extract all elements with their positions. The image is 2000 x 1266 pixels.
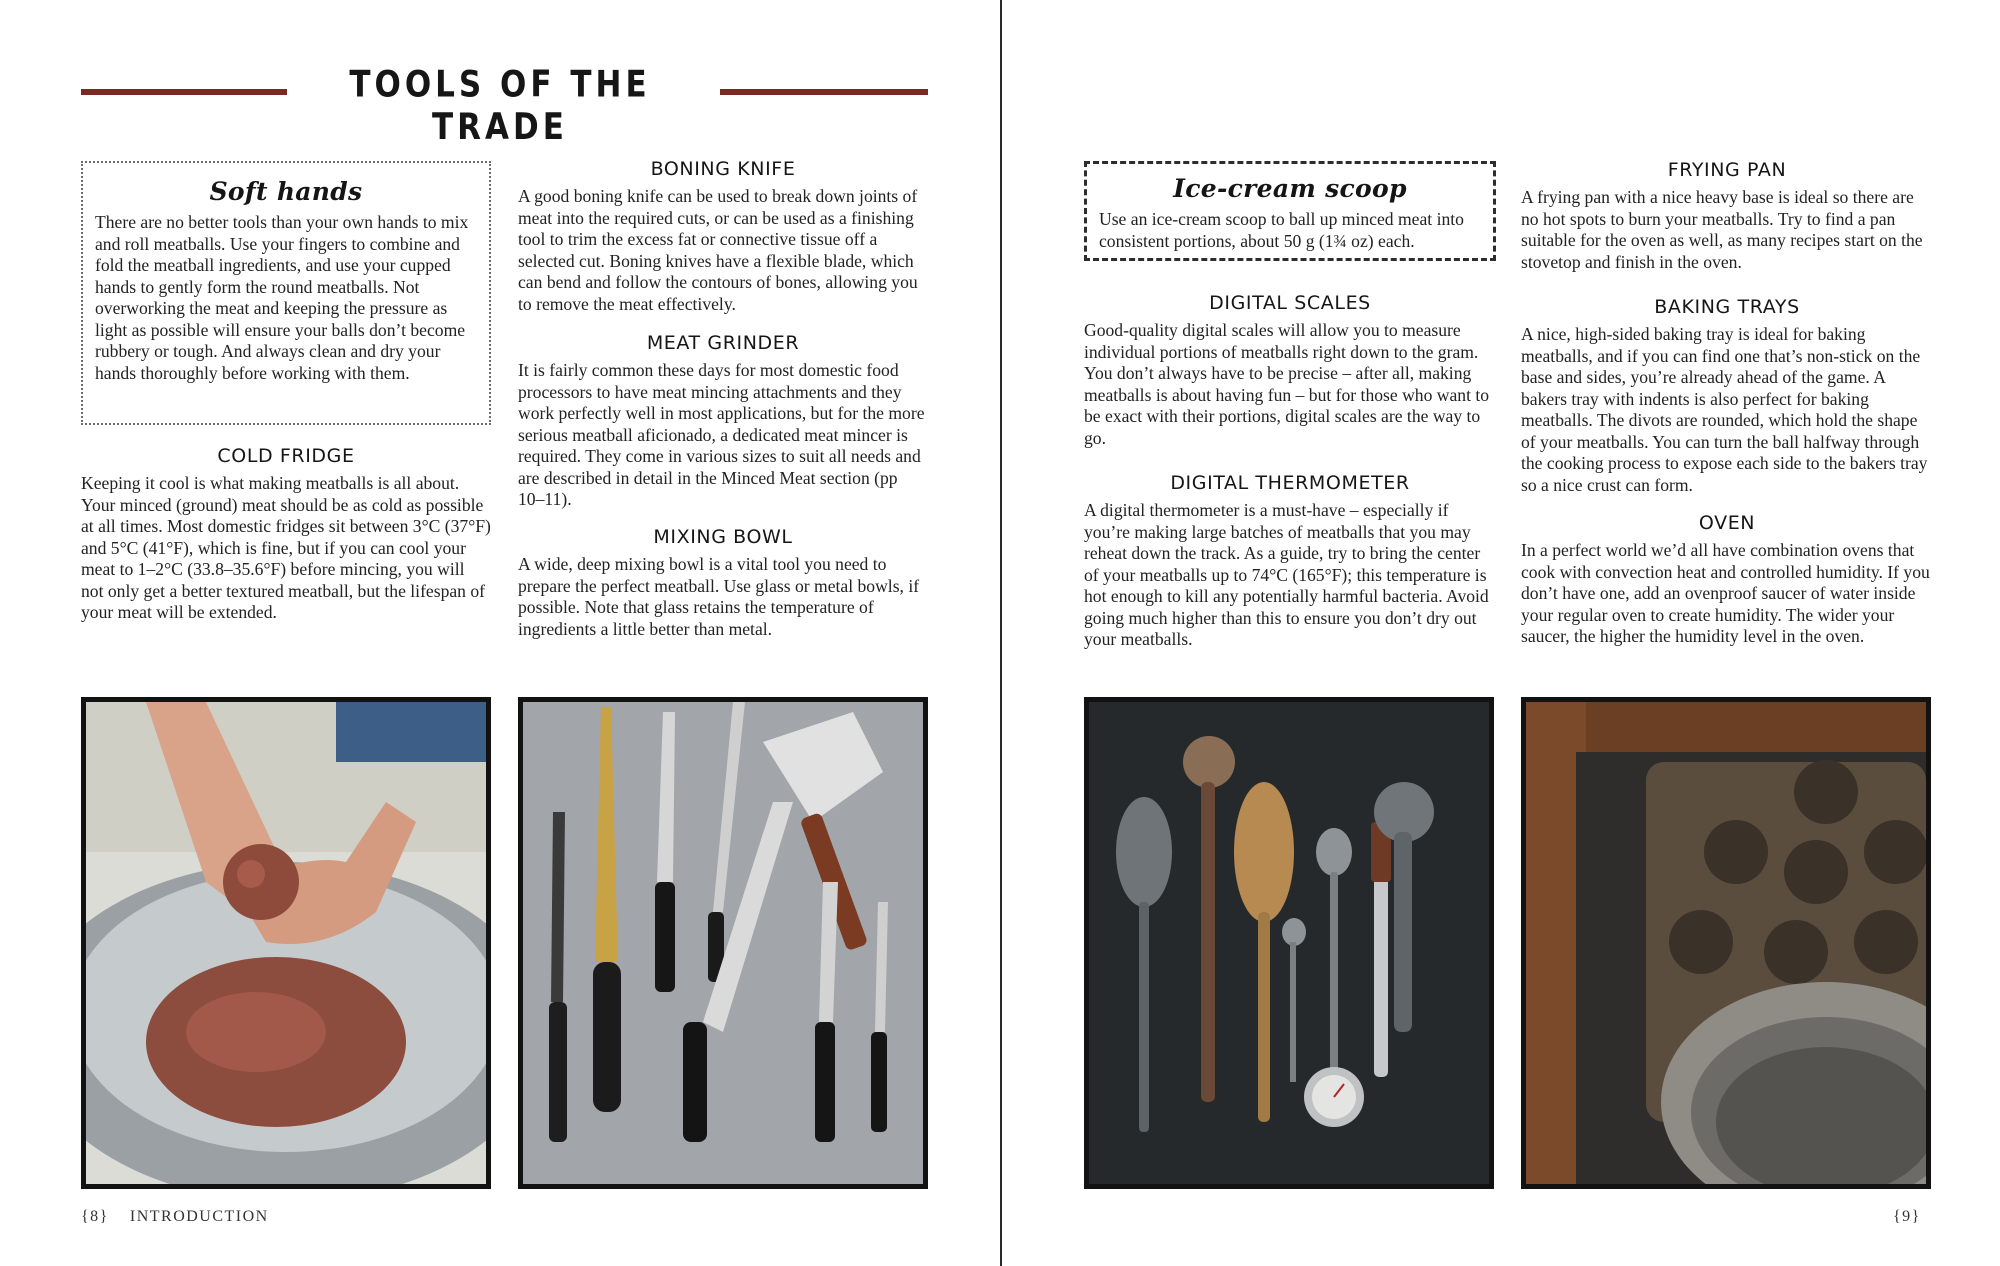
knives-image bbox=[523, 702, 923, 1184]
cold-fridge-section bbox=[81, 445, 491, 624]
baking-trays-body: A nice, high-sided baking tray is ideal for baking meatballs, and if you can find one that’s non-stick on the base and sides, you’re already ahead of the game. A bakers tray with indents is also perfect for baking meatballs. The divots are rounded, which hold the shape of your meatballs. You can turn the ball halfway through the cooking process to expose each side to the bakers tray so a nice crust can form. bbox=[1521, 324, 1928, 495]
ice-cream-scoop-body: Use an ice-cream scoop to ball up minced meat into consistent portions, about 50 g (1¾ oz) each. bbox=[1099, 209, 1464, 251]
oven-body: In a perfect world we’d all have combination ovens that cook with convection heat and controlled humidity. If you don’t have one, add an ovenproof saucer of water inside your regular oven to create humidity. The wider your saucer, the higher the humidity level in the oven. bbox=[1521, 540, 1930, 646]
right-page-number: {9} bbox=[1893, 1208, 1921, 1225]
boning-knife-heading: BONING KNIFE bbox=[650, 158, 796, 180]
hands-bowl-image bbox=[86, 702, 486, 1184]
frying-pan-heading: FRYING PAN bbox=[1667, 159, 1787, 181]
page-title: TOOLS OF THE TRADE bbox=[349, 63, 651, 149]
utensils-image bbox=[1089, 702, 1489, 1184]
left-section-name: INTRODUCTION bbox=[129, 1208, 269, 1225]
title-rule-left bbox=[81, 89, 287, 95]
meat-grinder-body: It is fairly common these days for most domestic food processors to have meat mincing attachments and they work perfectly well in most applications, but for the more serious meatball aficionado, a dedicated meat mincer is required. They come in various sizes to suit all needs and are described in detail in the Minced Meat section (pp 10–11). bbox=[518, 360, 925, 509]
soft-hands-body: There are no better tools than your own hands to mix and roll meatballs. Use your fingers to combine and fold the meatball ingredients, and use your cupped hands to gently form the round meatballs. Not overworking the meat and keeping the pressure as light as possible will ensure your balls don’t become rubbery or tough. And always clean and dry your hands thoroughly before working with them. bbox=[95, 212, 469, 383]
baking-trays-image bbox=[1526, 702, 1926, 1184]
photo-utensils bbox=[1084, 697, 1494, 1189]
oven-heading: OVEN bbox=[1698, 512, 1756, 534]
soft-hands-title: Soft hands bbox=[209, 177, 363, 206]
mixing-bowl-section bbox=[518, 526, 928, 640]
cold-fridge-heading: COLD FRIDGE bbox=[217, 445, 355, 467]
title-rule-right bbox=[720, 89, 928, 95]
digital-scales-heading: DIGITAL SCALES bbox=[1209, 292, 1371, 314]
photo-baking-trays bbox=[1521, 697, 1931, 1189]
right-page bbox=[1005, 0, 2000, 1266]
photo-hands-bowl bbox=[81, 697, 491, 1189]
digital-thermometer-section bbox=[1084, 472, 1496, 651]
left-page-number: {8} bbox=[81, 1208, 109, 1225]
frying-pan-body: A frying pan with a nice heavy base is ideal so there are no hot spots to burn your meatballs. Try to find a pan suitable for the oven as well, as many recipes start on the stovetop and finish in the oven. bbox=[1521, 187, 1923, 272]
frying-pan-section bbox=[1521, 159, 1933, 273]
digital-scales-section bbox=[1084, 292, 1496, 449]
boning-knife-body: A good boning knife can be used to break down joints of meat into the required cuts, or can be used as a finishing tool to trim the excess fat or connective tissue off a selected cut. Boning knives have a flexible blade, which can bend and follow the contours of bones, allowing you to remove the meat effectively. bbox=[518, 186, 918, 314]
meat-grinder-section bbox=[518, 332, 928, 511]
photo-knives bbox=[518, 697, 928, 1189]
right-folio bbox=[1893, 1208, 1921, 1226]
boning-knife-section bbox=[518, 158, 928, 315]
oven-section bbox=[1521, 512, 1933, 648]
left-folio bbox=[81, 1208, 269, 1226]
digital-thermometer-heading: DIGITAL THERMOMETER bbox=[1170, 472, 1410, 494]
gutter-divider bbox=[1000, 0, 1002, 1266]
soft-hands-box bbox=[81, 161, 491, 425]
cold-fridge-body: Keeping it cool is what making meatballs is all about. Your minced (ground) meat should be as cold as possible at all times. Most domestic fridges sit between 3°C (37°F) and 5°C (41°F), which is fine, but if you can cool your meat to 1–2°C (33.8–35.6°F) before mincing, you will not only get a better textured meatball, but the lifespan of your meat will be extended. bbox=[81, 473, 491, 622]
mixing-bowl-body: A wide, deep mixing bowl is a vital tool you need to prepare the perfect meatball. Use glass or metal bowls, if possible. Note that glass retains the temperature of ingredients a little better than metal. bbox=[518, 554, 920, 639]
mixing-bowl-heading: MIXING BOWL bbox=[653, 526, 793, 548]
ice-cream-scoop-title: Ice-cream scoop bbox=[1173, 174, 1407, 203]
ice-cream-scoop-box bbox=[1084, 161, 1496, 261]
digital-scales-body: Good-quality digital scales will allow you to measure individual portions of meatballs right down to the gram. You don’t always have to be precise – after all, making meatballs is about having fun – but for those who want to be exact with their portions, digital scales are the way to go. bbox=[1084, 320, 1490, 448]
meat-grinder-heading: MEAT GRINDER bbox=[646, 332, 800, 354]
digital-thermometer-body: A digital thermometer is a must-have – especially if you’re making large batches of meatballs that you may reheat down the track. As a guide, try to bring the center of your meatballs up to 74°C (165°F); this temperature is hot enough to kill any potentially harmful bacteria. Avoid going much higher than this to ensure you don’t dry out your meatballs. bbox=[1084, 500, 1489, 649]
baking-trays-heading: BAKING TRAYS bbox=[1654, 296, 1800, 318]
baking-trays-section bbox=[1521, 296, 1933, 496]
